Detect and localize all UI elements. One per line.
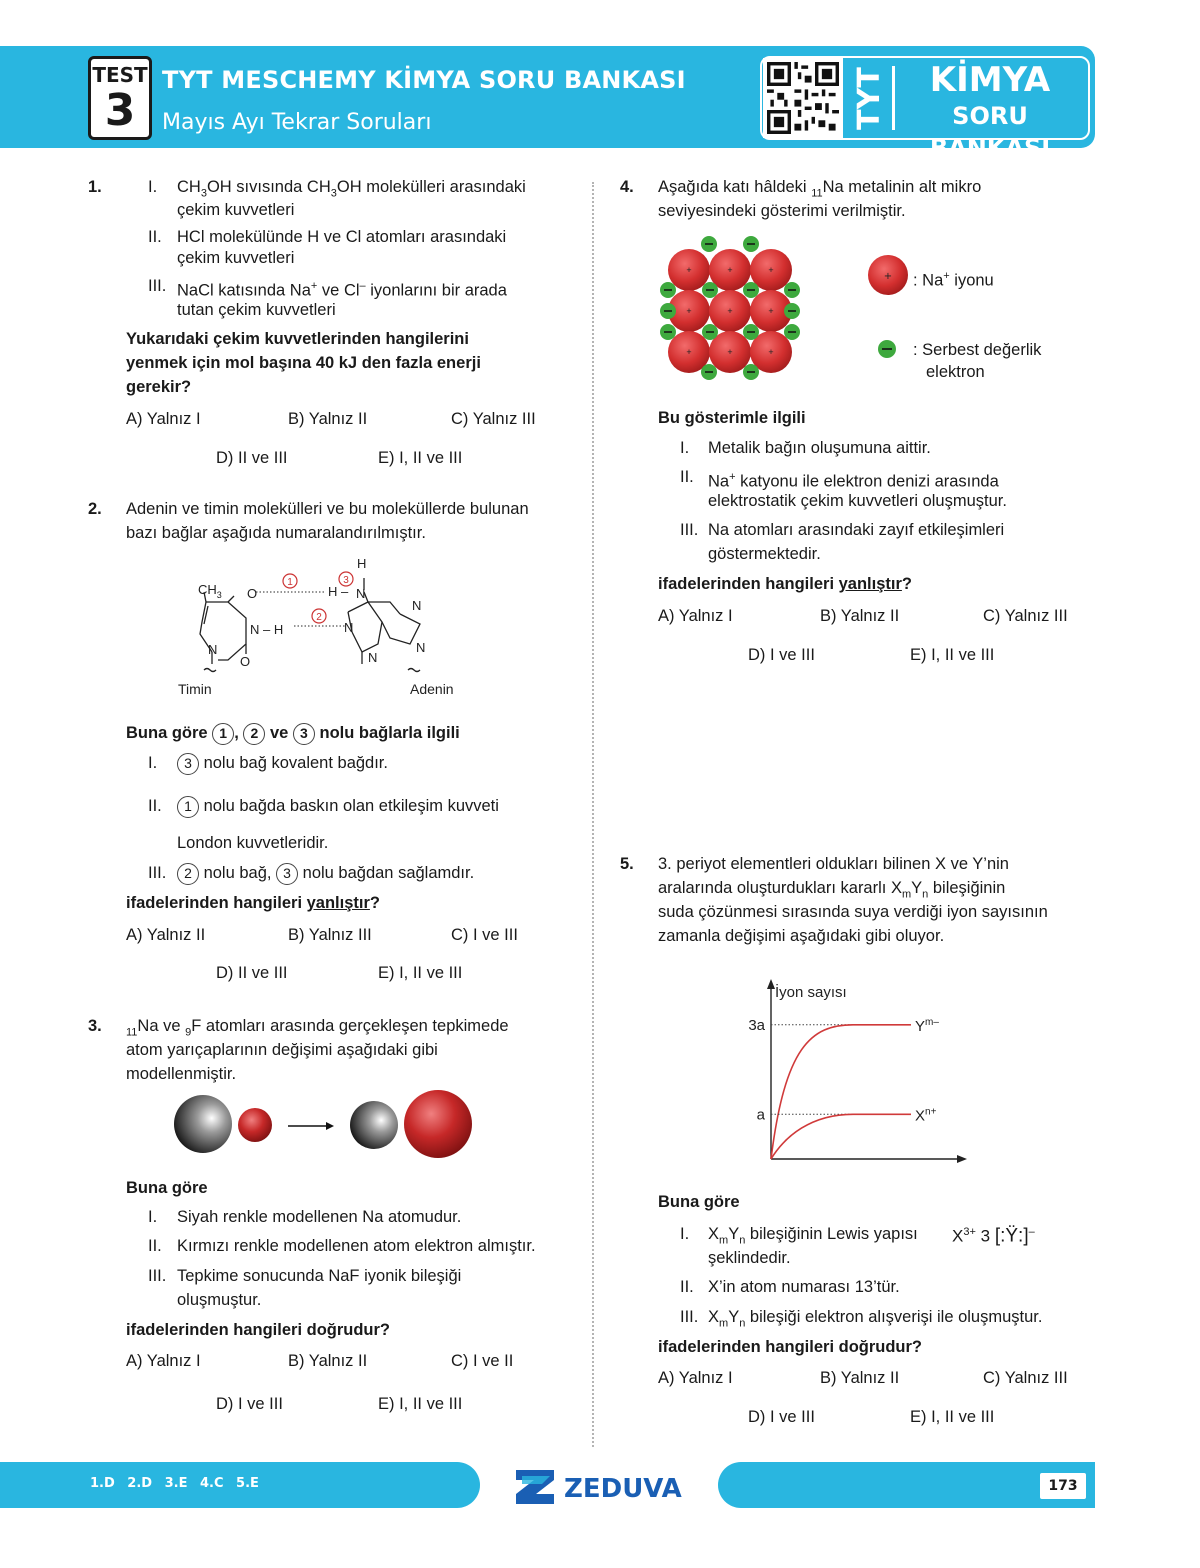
- q2-lead: Buna göre 1 , 2 ve 3 nolu bağlarla ilgili: [126, 721, 460, 745]
- q5-ask: ifadelerinden hangileri doğrudur?: [658, 1338, 923, 1356]
- q4-option-d[interactable]: D) I ve III: [748, 646, 815, 664]
- q4-option-c[interactable]: C) Yalnız III: [983, 607, 1068, 625]
- chart-y-arrow: [767, 979, 775, 989]
- q5-intro-l3: suda çözünmesi sırasında suya verdiği iyon sayısının: [658, 903, 1048, 921]
- q1-statement-3: NaCl katısında Na+ ve Cl– iyonlarını bir arada: [177, 280, 507, 300]
- q3-statement-3: Tepkime sonucunda NaF iyonik bileşiği: [177, 1267, 462, 1285]
- chart-series-line-x: [771, 1114, 911, 1159]
- q1-question-l3: gerekir?: [126, 378, 192, 396]
- q5-statement-1b: şeklindedir.: [708, 1249, 791, 1267]
- q3-roman-3: III.: [148, 1267, 167, 1285]
- label-o2: O: [240, 654, 251, 669]
- svg-text:+: +: [727, 265, 733, 275]
- zeduva-logo-icon: [516, 1470, 554, 1504]
- page-subtitle: Mayıs Ayı Tekrar Soruları: [162, 110, 432, 135]
- free-electron: [743, 282, 759, 298]
- na-metal-lattice: [655, 232, 805, 392]
- free-electron: [743, 324, 759, 340]
- chart-y-tick-label: 3a: [748, 1016, 765, 1034]
- na-atom-large: [174, 1095, 232, 1153]
- legend-na-ion-label: : Na+ iyonu: [913, 270, 994, 290]
- label-adenin: Adenin: [410, 681, 454, 697]
- q5-statement-1: $X_mY_n$ bileşiğinin Lewis yapısı: [708, 1225, 918, 1247]
- footer-page-bar: [718, 1462, 1095, 1508]
- q1-roman-3: III.: [148, 277, 167, 295]
- svg-text:+: +: [768, 347, 774, 357]
- q2-ask: ifadelerinden hangileri yanlıştır?: [126, 894, 380, 912]
- q5-roman-2: II.: [680, 1278, 694, 1296]
- q2-statement-1: 3 nolu bağ kovalent bağdır.: [177, 751, 388, 775]
- q3-option-a[interactable]: A) Yalnız I: [126, 1352, 201, 1370]
- q3-lead: Buna göre: [126, 1179, 208, 1197]
- q3-roman-2: II.: [148, 1237, 162, 1255]
- q1-number: 1.: [88, 178, 102, 196]
- free-electron: [784, 324, 800, 340]
- q5-statement-2: X’in atom numarası 13’tür.: [708, 1278, 900, 1296]
- legend-electron-label-l1: : Serbest değerlik: [913, 341, 1042, 359]
- svg-text:+: +: [883, 271, 893, 282]
- zeduva-logo: [512, 1466, 692, 1506]
- bond-label-2: 2: [316, 612, 322, 623]
- legend-electron-label-l2: elektron: [926, 363, 985, 381]
- brand-kimya: KİMYA: [929, 60, 1051, 100]
- q3-intro-l1: $_{11}$Na ve $_9$F atomları arasında gerçekleşen tepkimede: [126, 1017, 509, 1039]
- label-n-a3: N: [412, 598, 422, 613]
- q4-roman-2: II.: [680, 468, 694, 486]
- chart-x-arrow: [957, 1155, 967, 1163]
- legend-na-ion-icon: [866, 253, 910, 297]
- q5-intro-l1: 3. periyot elementleri oldukları bilinen X ve Y’nin: [658, 855, 1009, 873]
- test-label: TEST: [92, 63, 148, 87]
- atom-radius-model: [170, 1088, 480, 1164]
- chart-series-label-x: $X^{n+}$: [915, 1106, 937, 1125]
- label-nh: N – H: [250, 622, 284, 637]
- label-n-a4: N: [416, 640, 426, 655]
- q2-option-c[interactable]: C) I ve III: [451, 926, 518, 944]
- free-electron: [702, 282, 718, 298]
- qr-code-icon[interactable]: [763, 58, 843, 138]
- q1-question-l2: yenmek için mol başına 40 kJ den fazla enerji: [126, 354, 481, 372]
- q4-option-b[interactable]: B) Yalnız II: [820, 607, 900, 625]
- legend-electron-icon: [876, 338, 898, 360]
- page-title: TYT MESCHEMY KİMYA SORU BANKASI: [162, 66, 686, 94]
- q5-option-c[interactable]: C) Yalnız III: [983, 1369, 1068, 1387]
- test-number: 3: [104, 85, 136, 136]
- q3-intro-l3: modellenmiştir.: [126, 1065, 237, 1083]
- label-timin: Timin: [178, 681, 212, 697]
- q4-roman-3: III.: [680, 521, 699, 539]
- label-n-thymine: N: [208, 642, 218, 657]
- chart-series-line-y: [771, 1025, 911, 1159]
- q4-intro-l1: Aşağıda katı hâldeki $_{11}$Na metalinin alt mikro: [658, 178, 982, 200]
- q2-roman-1: I.: [148, 754, 158, 772]
- svg-text:+: +: [727, 347, 733, 357]
- q4-statement-1: Metalik bağın oluşumuna aittir.: [708, 439, 931, 457]
- q2-roman-2: II.: [148, 797, 162, 815]
- q1-roman-2: II.: [148, 228, 162, 246]
- q1-statement-2b: çekim kuvvetleri: [177, 249, 295, 267]
- f-atom-small: [238, 1108, 272, 1142]
- ion-count-chart: [735, 975, 985, 1170]
- reaction-arrow-head: [326, 1122, 334, 1130]
- q5-option-e[interactable]: E) I, II ve III: [910, 1408, 995, 1426]
- q1-option-b[interactable]: B) Yalnız II: [288, 410, 368, 428]
- q2-statement-2: 1 nolu bağda baskın olan etkileşim kuvveti: [177, 794, 499, 818]
- adenine-thymine-diagram: [168, 552, 468, 702]
- free-electron: [660, 303, 676, 319]
- q2-intro-l2: bazı bağlar aşağıda numaralandırılmıştır.: [126, 524, 426, 542]
- q2-option-d[interactable]: D) II ve III: [216, 964, 288, 982]
- q5-roman-3: III.: [680, 1308, 699, 1326]
- q2-intro-l1: Adenin ve timin molekülleri ve bu moleküllerde bulunan: [126, 500, 529, 518]
- free-electron: [701, 364, 717, 380]
- q3-option-e[interactable]: E) I, II ve III: [378, 1395, 463, 1413]
- q3-statement-3b: oluşmuştur.: [177, 1291, 262, 1309]
- free-electron: [743, 364, 759, 380]
- page-number: 173: [1040, 1473, 1086, 1499]
- q2-option-a[interactable]: A) Yalnız II: [126, 926, 206, 944]
- svg-text:+: +: [768, 306, 774, 316]
- free-electron: [660, 324, 676, 340]
- q1-option-e[interactable]: E) I, II ve III: [378, 449, 463, 467]
- svg-text:+: +: [686, 347, 692, 357]
- q2-option-e[interactable]: E) I, II ve III: [378, 964, 463, 982]
- q1-option-d[interactable]: D) II ve III: [216, 449, 288, 467]
- answer-key: 1.D 2.D 3.E 4.C 5.E: [90, 1476, 259, 1491]
- label-h-mid: H –: [328, 584, 349, 599]
- free-electron: [701, 236, 717, 252]
- q5-option-d[interactable]: D) I ve III: [748, 1408, 815, 1426]
- free-electron: [784, 282, 800, 298]
- q4-statement-2: Na+ katyonu ile elektron denizi arasında: [708, 471, 999, 491]
- q4-lead: Bu gösterimle ilgili: [658, 409, 806, 427]
- q2-roman-3: III.: [148, 864, 167, 882]
- q3-number: 3.: [88, 1017, 102, 1035]
- lewis-structure: $X^{3+}$ 3 [:Ÿ:]–: [952, 1225, 1035, 1247]
- q1-roman-1: I.: [148, 178, 158, 196]
- label-n-a2: N: [368, 650, 378, 665]
- brand-separator: [892, 66, 895, 130]
- q2-statement-3: 2 nolu bağ, 3 nolu bağdan sağlamdır.: [177, 861, 474, 885]
- q1-statement-1b: çekim kuvvetleri: [177, 201, 295, 219]
- q3-statement-1: Siyah renkle modellenen Na atomudur.: [177, 1208, 462, 1226]
- chart-y-tick-label: a: [756, 1106, 765, 1124]
- q5-intro-l4: zamanla değişimi aşağıdaki gibi oluyor.: [658, 927, 945, 945]
- column-divider: [592, 182, 594, 1447]
- q2-statement-2b: London kuvvetleridir.: [177, 834, 329, 852]
- test-badge: [88, 56, 152, 140]
- label-n-top: N: [356, 586, 366, 601]
- na-ion-small: [350, 1101, 398, 1149]
- svg-text:+: +: [727, 306, 733, 316]
- f-ion-large: [404, 1090, 472, 1158]
- brand-tyt: TYT: [851, 66, 887, 130]
- q1-question-l1: Yukarıdaki çekim kuvvetlerinden hangilerini: [126, 330, 469, 348]
- q3-option-c[interactable]: C) I ve II: [451, 1352, 514, 1370]
- svg-text:+: +: [768, 265, 774, 275]
- q4-option-a[interactable]: A) Yalnız I: [658, 607, 733, 625]
- q3-ask: ifadelerinden hangileri doğrudur?: [126, 1321, 391, 1339]
- bond-label-1: 1: [287, 577, 293, 588]
- q5-option-a[interactable]: A) Yalnız I: [658, 1369, 733, 1387]
- chart-y-label: İyon sayısı: [775, 984, 847, 1001]
- free-electron: [702, 324, 718, 340]
- q5-lead: Buna göre: [658, 1193, 740, 1211]
- label-h-top: H: [357, 556, 367, 571]
- q3-option-b[interactable]: B) Yalnız II: [288, 1352, 368, 1370]
- q3-statement-2: Kırmızı renkle modellenen atom elektron almıştır.: [177, 1237, 536, 1255]
- q5-option-b[interactable]: B) Yalnız II: [820, 1369, 900, 1387]
- q3-option-d[interactable]: D) I ve III: [216, 1395, 283, 1413]
- q3-intro-l2: atom yarıçaplarının değişimi aşağıdaki gibi: [126, 1041, 438, 1059]
- q4-number: 4.: [620, 178, 634, 196]
- label-o1: O: [247, 586, 258, 601]
- q1-statement-1: $CH_3OH$ sıvısında $CH_3OH$ molekülleri arasındaki: [177, 178, 526, 200]
- na-ion: [709, 290, 751, 332]
- q4-roman-1: I.: [680, 439, 690, 457]
- free-electron: [784, 303, 800, 319]
- svg-text:+: +: [686, 265, 692, 275]
- q4-option-e[interactable]: E) I, II ve III: [910, 646, 995, 664]
- q1-option-a[interactable]: A) Yalnız I: [126, 410, 201, 428]
- na-ion: [668, 249, 710, 291]
- svg-text:+: +: [686, 306, 692, 316]
- q2-option-b[interactable]: B) Yalnız III: [288, 926, 372, 944]
- q5-number: 5.: [620, 855, 634, 873]
- chart-series-label-y: $Y^{m-}$: [915, 1016, 939, 1035]
- q5-intro-l2: aralarında oluşturdukları kararlı $X_mY_n$ bileşiğinin: [658, 879, 1006, 901]
- free-electron: [660, 282, 676, 298]
- q5-roman-1: I.: [680, 1225, 690, 1243]
- brand-soru-bankasi: SORU BANKASI: [929, 102, 1051, 162]
- q4-ask: ifadelerinden hangileri yanlıştır?: [658, 575, 912, 593]
- bond-label-3: 3: [343, 575, 349, 586]
- q1-statement-2: HCl molekülünde H ve Cl atomları arasındaki: [177, 228, 507, 246]
- q2-number: 2.: [88, 500, 102, 518]
- q4-statement-3: Na atomları arasındaki zayıf etkileşimleri: [708, 521, 1005, 539]
- zeduva-logo-text: ZEDUVA: [564, 1474, 682, 1504]
- q5-statement-3: $X_mY_n$ bileşiği elektron alışverişi ile oluşmuştur.: [708, 1308, 1043, 1330]
- q1-option-c[interactable]: C) Yalnız III: [451, 410, 536, 428]
- q4-intro-l2: seviyesindeki gösterimi verilmiştir.: [658, 202, 906, 220]
- q1-statement-3b: tutan çekim kuvvetleri: [177, 301, 336, 319]
- label-n-a1: N: [344, 620, 354, 635]
- label-ch3: $CH_3$: [198, 582, 222, 600]
- q3-roman-1: I.: [148, 1208, 158, 1226]
- q4-statement-2b: elektrostatik çekim kuvvetleri oluşmuştur.: [708, 492, 1007, 510]
- q4-statement-3b: göstermektedir.: [708, 545, 821, 563]
- free-electron: [743, 236, 759, 252]
